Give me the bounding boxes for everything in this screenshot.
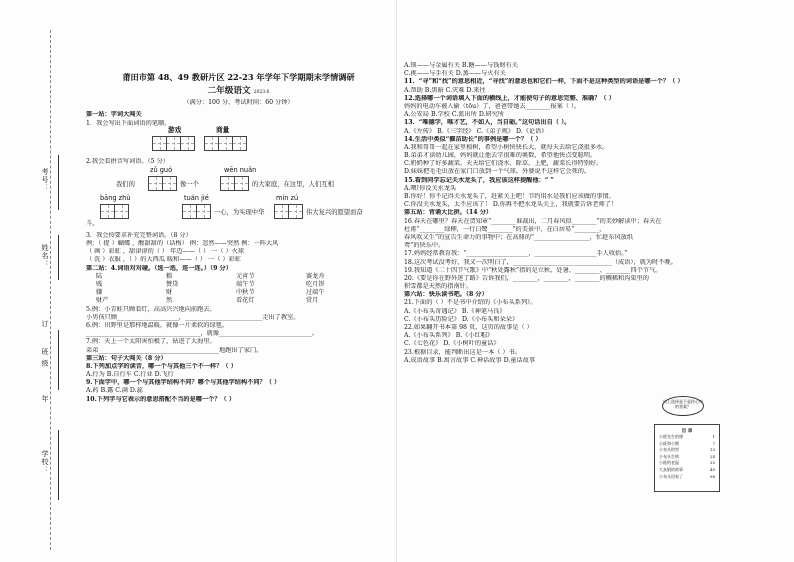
- question-20[interactable]: 20.《要是你在野外迷了路》告诉我们，________，________，________的稠稀和沟渠里的积雪都是天然的指南针。: [404, 274, 649, 291]
- question-7-answer[interactable]: 弟弟_______________________________________地跑出了家门。: [86, 346, 263, 354]
- match-item[interactable]: 贱: [96, 281, 103, 289]
- passage-text: 我们的: [116, 180, 135, 188]
- question-14-option-a[interactable]: A.我和哥哥一起在家里植树，希望小树快快长大，就每天去给它浇很多水。: [404, 143, 609, 151]
- question-14: 14.生活中类似“揠苗助长”的事例是哪一个？（ ）: [404, 135, 542, 143]
- pinyin-wennuan: wēn nuǎn: [224, 165, 257, 174]
- question-1: 1．我会写出下面词语的笔顺。: [86, 119, 171, 127]
- question-23: 23.根据目录，能判断出这是一本（ ）书。: [404, 348, 521, 356]
- question-10-options[interactable]: A.锁——与金属有关 B.糖——与钱财有关: [404, 62, 518, 69]
- question-15-option-cd[interactable]: C.你没关水龙头，太不应该了！ D.你再不把水龙头关上，我就要告诉老师了！: [404, 201, 618, 209]
- exam-number-field[interactable]: [58, 155, 59, 210]
- match-item[interactable]: 端午节: [236, 281, 255, 289]
- exam-score-info: （满分：100 分，考试时间：60 分钟）: [183, 99, 294, 107]
- section-3-heading: 第三站：句子大闯关（8 分）: [86, 354, 167, 362]
- contents-entry: 小班的老鼠: [659, 460, 679, 466]
- speech-bubble: 以上选择是不是你心中的答案？: [662, 396, 704, 416]
- match-item[interactable]: 过端午: [306, 289, 325, 297]
- school-field[interactable]: [58, 430, 59, 500]
- question-5-answer[interactable]: 小男孩只顾____________________，_________________________走出了教室。: [86, 313, 300, 321]
- pinyin-zuguo: zǔ guó: [150, 165, 173, 174]
- contents-page: 1: [712, 434, 715, 439]
- contents-row: [655, 460, 719, 467]
- question-8-options[interactable]: A.行为 B.自行车 C.行业 D.飞行: [86, 371, 174, 379]
- question-12-sentence: 妈妈的电动车被人偷（tōu）了，爸爸带她去________报案（ ）。: [404, 102, 581, 110]
- question-12-options[interactable]: A.公安局 B.学校 C.派出所 D.研究所: [404, 111, 505, 119]
- question-16[interactable]: 16.春天在哪里？春天在贺知章“________谁裁出，二月春风似________”的美妙解读中；春天在: [404, 217, 662, 225]
- question-21-options[interactable]: A.《小布头奇遇记》 B.《神笔马良》: [404, 307, 506, 315]
- answer-cell[interactable]: [162, 176, 177, 191]
- right-page: [404, 62, 696, 365]
- question-15-option-b[interactable]: B.你好！你不记得关水龙头了，赶紧关上吧！节约用水是我们应该做的事情。: [404, 193, 615, 200]
- question-14-option-c[interactable]: C.奶奶种了好多蔬菜，天天给它们浇水、除草、上肥，蔬菜长得特别好。: [404, 160, 603, 168]
- passage-text: 像一个: [180, 180, 199, 188]
- contents-row: [655, 467, 719, 474]
- exam-date: 2023.6: [253, 89, 270, 95]
- question-9-options[interactable]: A.药 B.露 C.满 D.蕊: [86, 387, 143, 395]
- question-13-options[interactable]: A.《左传》 B.《三字经》 C.《弟子规》 D.《论语》: [404, 127, 548, 135]
- question-16-line[interactable]: 春风吹又生”的宣告生命力的事物中；在高鼎的“__________________，忙趁东风放纸: [404, 233, 634, 241]
- contents-page: 35: [709, 460, 715, 466]
- contents-page: 45: [709, 466, 715, 472]
- passage-text: 一心，为实现中华: [214, 208, 265, 216]
- passage-text: 的大家庭，在这里，人们互相: [252, 180, 334, 188]
- question-6: 6.例：田野里是那样地温暖，就像一片柔软的绿毯。: [86, 321, 229, 329]
- pinyin-bangzhu: bāng zhù: [100, 193, 131, 202]
- answer-cell[interactable]: [100, 204, 115, 219]
- answer-cell[interactable]: [234, 176, 249, 191]
- match-item[interactable]: 元宵节: [236, 272, 255, 280]
- section-6-heading: 第六站：快乐读书吧。（8 分）: [404, 291, 488, 299]
- name-label: 姓名：: [41, 244, 49, 268]
- word-youxi: 游戏: [168, 125, 182, 134]
- question-14-option-d[interactable]: D.妹妹把毛毛虫放在家门口放到一个气球，外婆说不这样它会死的。: [404, 168, 591, 176]
- answer-cell[interactable]: [288, 204, 303, 219]
- question-3-row: 例：（ 捉 ）蝴蝶 ，酸甜甜的（话梅） 例：忽然——突然 例：一阵大风: [86, 240, 279, 248]
- contents-entry: 小布头的哭: [659, 447, 679, 453]
- contents-entry: 小班和小熊: [659, 440, 679, 446]
- class-label: 班 级: [41, 348, 49, 368]
- name-field[interactable]: [58, 235, 59, 280]
- question-17[interactable]: 17.妈妈经常教育我：“____________________，____________________手人收拾。”: [404, 250, 628, 258]
- question-5: 5.例：小青蛙只顾看灯，高高兴兴地向前跑去。: [86, 305, 216, 313]
- match-item[interactable]: 赞贷: [166, 281, 179, 289]
- answer-cell[interactable]: [196, 204, 211, 219]
- passage-text: 斗。: [86, 219, 99, 227]
- match-item[interactable]: 财产: [96, 297, 109, 305]
- contents-page: 13: [709, 447, 715, 453]
- answer-cell[interactable]: [152, 136, 167, 151]
- word-shangliang: 商量: [216, 125, 230, 134]
- match-item[interactable]: 财: [166, 289, 173, 297]
- contents-row: [655, 434, 719, 441]
- exam-subject: [86, 86, 391, 97]
- matching-grid: [86, 273, 391, 306]
- match-item[interactable]: 粮: [166, 272, 173, 280]
- answer-cell[interactable]: [274, 204, 289, 219]
- question-23-options[interactable]: A.成语故事 B.寓言故事 C.神话故事 D.童话故事: [404, 356, 536, 364]
- binding-mark-ding: 订: [41, 320, 49, 328]
- question-3: 3．我会按要求补充完整词语。（8 分）: [86, 231, 192, 239]
- question-9: 9.下面字中，哪一个与其他字结构不同？哪个与其他字结构不同？（ ）: [86, 379, 281, 387]
- contents-page: 98: [709, 473, 715, 479]
- answer-cell[interactable]: [182, 204, 197, 219]
- question-6-answer[interactable]: _____________________________________，就像______________________________。: [86, 330, 319, 338]
- contents-entry: 小布头生病: [659, 453, 679, 459]
- question-18[interactable]: 18.这次考试没考好，我又一次明白了，________________________________（成语），就为时不晚。: [404, 258, 677, 266]
- question-15: 15.看到同学忘记关水龙头了，我应该这样提醒他：“ ”: [404, 176, 554, 184]
- exam-number-label: 考号：: [41, 168, 49, 192]
- match-item[interactable]: 嫌: [96, 289, 103, 297]
- contents-entry: 小布头回家了: [659, 473, 683, 479]
- question-22-options[interactable]: C.《七色花》 D.《小树叶的童话》: [404, 340, 500, 348]
- question-15-option-a[interactable]: A.喂!你没关水龙头: [404, 184, 457, 192]
- match-item[interactable]: 赏月: [306, 297, 319, 305]
- left-page: [86, 60, 391, 404]
- pinyin-tuanjie: tuán jié: [184, 193, 209, 202]
- answer-cell[interactable]: [166, 136, 181, 151]
- match-item[interactable]: 赛龙舟: [306, 272, 325, 280]
- pinyin-minzu: mín zú: [276, 193, 299, 202]
- question-8: 8.下列加点字的读音，哪一个与其他三个不一样？（ ）: [86, 362, 237, 370]
- answer-cell[interactable]: [114, 204, 129, 219]
- match-item[interactable]: 陆: [96, 272, 103, 280]
- passage-text: 伟大复兴的愿望而奋: [306, 208, 363, 216]
- contents-page: 7: [712, 440, 715, 446]
- question-19[interactable]: 19.我知道《二十四节气歌》中“秋处露秋”指的是立秋、处暑、________、________四个节气。: [404, 266, 662, 274]
- binding-margin: [0, 0, 85, 562]
- question-13: 13．“唯德学，唯才艺，不如人，当自砺。”这句话出自（ ）。: [404, 119, 571, 127]
- question-11: 11．“寻”和“找”的意思相近，“寻找”的意思也和它们一样，下面不是这种类型的词语是哪一个？（ ）: [404, 78, 684, 86]
- question-3-row: （ 画 ）彩虹 ，甜津津的（ ） 年迈——（ ） 一（ ）火球: [86, 248, 245, 256]
- answer-cell[interactable]: [218, 136, 233, 151]
- question-21-options[interactable]: C.《小布头历险记》 D.《小布头和朵朵》: [404, 315, 519, 323]
- match-item[interactable]: 中秋节: [236, 289, 255, 297]
- contents-title: 目 录: [681, 429, 693, 434]
- pinyin-writing-area: [86, 166, 391, 226]
- stroke-order-boxes: [86, 125, 391, 158]
- question-10: 10.下列字与它表示的意思搭配不当的是哪一个？（ ）: [86, 395, 236, 403]
- answer-cell[interactable]: [148, 176, 163, 191]
- section-5-heading: 第五站：背诵大比拼。（14 分）: [404, 209, 493, 217]
- answer-cell[interactable]: [180, 136, 195, 151]
- answer-cell[interactable]: [232, 136, 247, 151]
- match-item[interactable]: 吃月饼: [306, 281, 325, 289]
- question-16-line[interactable]: 杜甫“________绿柳，一行白鹭________”的美景中，在白居易“________，: [404, 225, 606, 233]
- subject-text: 二年级语文: [207, 85, 251, 96]
- question-14-option-b[interactable]: B.弟弟才读幼儿园，妈妈就让他去学很难的奥数，希望他快点变聪明。: [404, 152, 597, 160]
- question-4: 第二站：4.词语对对碰。（选一选，连一连。）（9 分）: [86, 264, 232, 272]
- page-fold: [396, 0, 397, 562]
- school-label: 学校：: [41, 450, 49, 474]
- grade-label: 年: [41, 395, 49, 403]
- question-11-options[interactable]: A.帮助 B.黑暗 C.灾难 D.来往: [404, 86, 486, 94]
- answer-cell[interactable]: [220, 176, 235, 191]
- question-22: 22.如果翻开书本第 98 页，这页的故事是（ ）: [404, 324, 533, 331]
- contents-entry: 小班先生的课: [659, 434, 683, 439]
- question-21: 21.下面的（ ）不是书中介绍的《小布头系列》。: [404, 299, 537, 307]
- contents-row: [655, 447, 719, 454]
- contents-page: 24: [709, 453, 715, 459]
- question-2: 2.我会看拼音写词语。（5 分）: [86, 157, 169, 165]
- class-field[interactable]: [58, 330, 59, 390]
- question-10-options[interactable]: C.挑——与手有关 D.蒸——与火有关: [404, 70, 506, 78]
- contents-row: [655, 474, 719, 481]
- section-1-heading: 第一站：字词大闯关: [86, 111, 142, 119]
- question-22-options[interactable]: A.《小布头系列》 B.《小红帽》: [404, 332, 494, 340]
- contents-entry: 大灰狼的故事: [659, 466, 683, 472]
- exam-title: 莆田市第 48、49 教研片区 22-23 年学年下学期期末学情调研: [122, 72, 355, 82]
- question-7: 7.例：天上一个太阳害怕极了，钻进了大海里。: [86, 338, 216, 346]
- table-of-contents: [654, 424, 720, 492]
- question-16-line: 鸢”的快乐中。: [404, 242, 445, 250]
- binding-dash-line: [50, 30, 51, 550]
- question-12: 12.选择哪一个词语填入下面的横线上，才能使句子的意思完整、准确？（ ）: [404, 94, 615, 102]
- match-item[interactable]: 然: [166, 297, 173, 305]
- question-3-row: （ 洗 ）衣服 ，（ ）的大西瓜 暖和——（ ） 一（ ）彩虹: [86, 256, 241, 264]
- answer-cell[interactable]: [204, 136, 219, 151]
- match-item[interactable]: 看花灯: [236, 297, 255, 305]
